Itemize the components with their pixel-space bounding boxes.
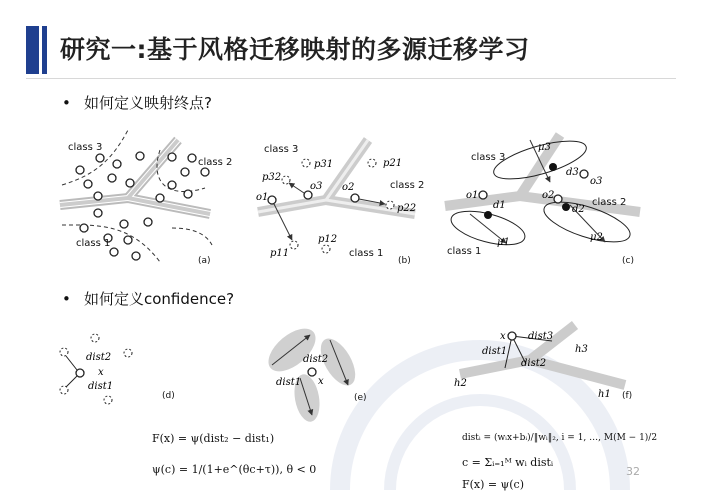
label-d3: d3 (566, 167, 579, 178)
target-p12 (322, 245, 330, 253)
label-p11: p11 (270, 248, 290, 259)
label-o3: o3 (590, 176, 603, 187)
panel-d (60, 334, 175, 404)
target-p32 (282, 176, 290, 184)
label-o2: o2 (542, 190, 555, 201)
label-dist1: dist1 (88, 381, 114, 392)
panel-tag-b: (b) (398, 256, 411, 266)
bullet-1-text: 如何定义映射终点? (84, 94, 212, 112)
dist-line (66, 356, 77, 370)
label-class-2: class 2 (390, 180, 425, 191)
panel-a (60, 130, 232, 266)
label-d2: d2 (572, 204, 585, 215)
label-x: x (98, 367, 104, 378)
label-h2: h2 (454, 378, 467, 389)
mapping-arrow (289, 183, 304, 193)
label-class-3: class 3 (471, 152, 506, 163)
label-p32: p32 (262, 172, 282, 183)
label-dist3: dist3 (528, 331, 554, 342)
label-p12: p12 (318, 234, 338, 245)
label-mu1: μ1 (497, 237, 510, 248)
label-p31: p31 (314, 159, 334, 170)
label-mu2: μ2 (590, 232, 603, 243)
label-class-3: class 3 (68, 142, 103, 153)
label-p22: p22 (397, 203, 417, 214)
label-dist2: dist2 (86, 352, 112, 363)
slide-title: 研究一:基于风格迁移映射的多源迁移学习 (60, 35, 530, 64)
panel-tag-f: (f) (622, 391, 633, 401)
label-o2: o2 (342, 182, 355, 193)
panel-c (445, 133, 640, 266)
label-o1: o1 (256, 192, 269, 203)
centroid-mu2 (562, 203, 570, 211)
panel-tag-d: (d) (162, 391, 175, 401)
page-number: 32 (626, 465, 640, 478)
class-boundary (172, 228, 212, 245)
label-dist2: dist2 (521, 358, 547, 369)
label-h1: h1 (598, 389, 611, 400)
point-x (508, 332, 516, 340)
label-o3: o3 (310, 181, 323, 192)
point-x (308, 368, 316, 376)
label-x: x (318, 376, 324, 387)
panel-tag-c: (c) (622, 256, 634, 266)
label-mu3: μ3 (538, 142, 551, 153)
bullet-dot-icon: • (62, 94, 71, 112)
label-class-2: class 2 (198, 157, 233, 168)
target-p11 (290, 241, 298, 249)
label-o1: o1 (466, 190, 479, 201)
point-o1 (268, 196, 276, 204)
bullet-dot-icon: • (62, 290, 71, 308)
bullet-2-text: 如何定义confidence? (84, 290, 235, 308)
target-p22 (386, 201, 394, 209)
panel-tag-a: (a) (198, 256, 211, 266)
label-class-1: class 1 (349, 248, 384, 259)
label-class-3: class 3 (264, 144, 299, 155)
point-o3 (580, 170, 588, 178)
point-o2 (351, 194, 359, 202)
point-o1 (479, 191, 487, 199)
label-dist2: dist2 (303, 354, 329, 365)
panel-tag-e: (e) (354, 393, 367, 403)
label-dist1: dist1 (276, 377, 302, 388)
formula-left-1: F(x) = ψ(dist₂ − dist₁) (152, 432, 275, 445)
centroid-mu3 (549, 163, 557, 171)
formula-right-3: F(x) = ψ(c) (462, 478, 524, 491)
dist-line (66, 376, 77, 387)
target-p21 (368, 159, 376, 167)
label-class-1: class 1 (447, 246, 482, 257)
label-dist1: dist1 (482, 346, 508, 357)
point-o3 (304, 191, 312, 199)
panel-e (261, 321, 367, 424)
target-p31 (302, 159, 310, 167)
panel-b (256, 140, 424, 266)
label-class-2: class 2 (592, 197, 627, 208)
label-x: x (500, 331, 506, 342)
formulas (152, 432, 657, 491)
panel-f (454, 325, 632, 401)
centroid-mu1 (484, 211, 492, 219)
label-p21: p21 (383, 158, 403, 169)
label-d1: d1 (493, 200, 506, 211)
formula-right-1: distᵢ = (wᵢx+bᵢ)/‖wᵢ‖₂, i = 1, …, M(M − 1)/2 (462, 433, 658, 443)
point-o2 (554, 195, 562, 203)
label-class-1: class 1 (76, 238, 111, 249)
class-boundary (62, 130, 128, 185)
label-h3: h3 (575, 344, 588, 355)
formula-right-2: c = Σᵢ₌₁ᴹ wᵢ distᵢ (462, 456, 554, 469)
formula-left-2: ψ(c) = 1/(1+e^(θc+τ)), θ < 0 (152, 463, 317, 476)
point-x (76, 369, 84, 377)
